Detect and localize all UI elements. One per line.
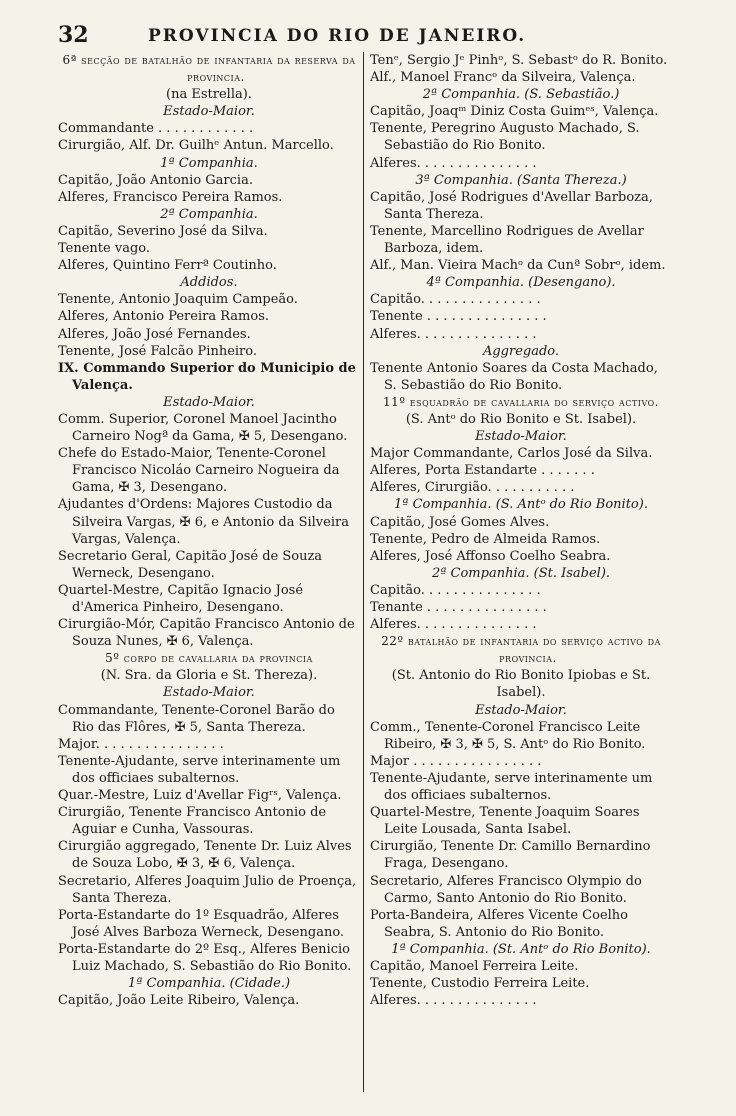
text-entry: Capitão, Joaqᵐ Diniz Costa Guimᵉˢ, Valença. (370, 104, 659, 120)
text-entry: 22º batalhão de infantaria do serviço activo da provincia. (381, 634, 661, 666)
text-entry: Capitão, João Leite Ribeiro, Valença. (58, 993, 300, 1009)
right-column (370, 52, 672, 1009)
page-number: 32 (58, 22, 89, 48)
text-entry: Capitão, José Rodrigues d'Avellar Barboza, Santa Thereza. (370, 189, 653, 222)
text-entry: Tenente-Ajudante, serve interinamente um dos officiaes subalternos. (370, 770, 653, 804)
text-entry: Alferes, Porta Estandarte . . . . . . . (370, 463, 595, 479)
text-entry: 2ª Companhia. (160, 206, 258, 222)
text-entry: Estado-Maior. (475, 429, 567, 445)
text-entry: Estado-Maior. (163, 685, 255, 701)
text-entry: Alferes. . . . . . . . . . . . . . . (370, 993, 537, 1009)
text-entry: Quartel-Mestre, Capitão Ignacio José d'America Pinheiro, Desengano. (58, 582, 304, 615)
text-entry: Quar.-Mestre, Luiz d'Avellar Figʳˢ, Valença. (58, 788, 342, 804)
running-title: PROVINCIA DO RIO DE JANEIRO. (148, 26, 527, 46)
text-entry: Tenente, Pedro de Almeida Ramos. (370, 531, 601, 547)
text-entry: Comm. Superior, Coronel Manoel Jacintho Carneiro Nogª da Gama, ✠ 5, Desengano. (58, 411, 348, 445)
text-entry: 11º esquadrão de cavallaria do serviço activo. (383, 394, 659, 409)
text-entry: Cirurgião, Tenente Dr. Camillo Bernardino Fraga, Desengano. (370, 839, 651, 872)
text-entry: Porta-Estandarte do 1º Esquadrão, Alferes José Alves Barboza Werneck, Desengano. (58, 907, 345, 940)
text-entry: Alferes, Cirurgião. . . . . . . . . . . (370, 480, 575, 496)
text-entry: Capitão, Manoel Ferreira Leite. (370, 958, 579, 974)
text-entry: Alferes, Antonio Pereira Ramos. (58, 309, 270, 325)
text-entry: 1ª Companhia. (Cidade.) (127, 976, 291, 992)
text-entry: Porta-Estandarte do 2º Esq., Alferes Benicio Luiz Machado, S. Sebastião do Rio Bonito. (58, 941, 352, 974)
text-entry: Tenente vago. (58, 241, 150, 257)
text-entry: Alferes. . . . . . . . . . . . . . . (370, 617, 537, 633)
text-entry: Secretario, Alferes Francisco Olympio do Carmo, Santo Antonio do Rio Bonito. (370, 873, 642, 906)
text-entry: Tenente-Ajudante, serve interinamente um dos officiaes subalternos. (58, 753, 341, 786)
text-entry: 1ª Companhia. (160, 155, 258, 171)
text-entry: Tenᵉ, Sergio Jᵉ Pinhᵒ, S. Sebastᵒ do R. Bonito. (370, 53, 668, 68)
text-entry: (S. Antᵒ do Rio Bonito e St. Isabel). (405, 411, 637, 427)
text-entry: Cirurgião, Alf. Dr. Guilhᵉ Antun. Marcello. (58, 138, 334, 154)
text-entry: Tenente, Custodio Ferreira Leite. (370, 976, 590, 992)
left-column (58, 52, 360, 1009)
text-entry: Aggregado. (482, 343, 560, 359)
text-entry: Alf., Man. Vieira Machᵒ da Cunª Sobrᵒ, idem. (370, 258, 666, 274)
text-entry: Major. . . . . . . . . . . . . . . . (58, 736, 224, 752)
column-divider (363, 52, 364, 1092)
text-entry: Secretario, Alferes Joaquim Julio de Proença, Santa Thereza. (58, 873, 357, 906)
text-entry: Capitão, Severino José da Silva. (58, 223, 268, 239)
text-entry: Alferes. . . . . . . . . . . . . . . (370, 155, 537, 171)
text-entry: Secretario Geral, Capitão José de Souza Werneck, Desengano. (58, 548, 323, 581)
text-entry: Tenente Antonio Soares da Costa Machado, S. Sebastião do Rio Bonito. (370, 360, 658, 393)
text-entry: Addidos. (180, 275, 238, 291)
text-entry: 3ª Companhia. (Santa Thereza.) (415, 172, 627, 188)
text-entry: 1ª Companhia. (S. Antᵒ do Rio Bonito). (394, 497, 648, 513)
text-entry: Cirurgião, Tenente Francisco Antonio de Aguiar e Cunha, Vassouras. (58, 805, 327, 838)
text-entry: Major . . . . . . . . . . . . . . . . (370, 753, 542, 769)
text-entry: Estado-Maior. (475, 702, 567, 718)
text-entry: Tenente, Marcellino Rodrigues de Avellar Barboza, idem. (370, 223, 644, 257)
text-entry: Alferes, José Affonso Coelho Seabra. (370, 548, 611, 564)
text-entry: Capitão, José Gomes Alves. (370, 514, 550, 530)
text-entry: 2ª Companhia. (S. Sebastião.) (422, 87, 620, 103)
text-entry: Tenente, Peregrino Augusto Machado, S. Sebastião do Rio Bonito. (370, 121, 640, 154)
text-entry: Tenente, José Falcão Pinheiro. (58, 343, 257, 359)
text-entry: Tenante . . . . . . . . . . . . . . . (370, 600, 547, 615)
text-entry: Ajudantes d'Ordens: Majores Custodio da Silveira Vargas, ✠ 6, e Antonio da Silveira Vargas, Valença. (58, 497, 349, 547)
text-entry: 5º corpo de cavallaria da provincia (105, 651, 313, 666)
text-entry: (N. Sra. da Gloria e St. Thereza). (100, 668, 318, 684)
text-entry: Quartel-Mestre, Tenente Joaquim Soares Leite Lousada, Santa Isabel. (370, 805, 640, 838)
text-entry: IX. Commando Superior do Municipio de Valença. (58, 360, 356, 393)
text-entry: 6ª secção de batalhão de infantaria da reserva da provincia. (62, 53, 356, 85)
text-entry: Comm., Tenente-Coronel Francisco Leite Ribeiro, ✠ 3, ✠ 5, S. Antᵒ do Rio Bonito. (370, 719, 646, 752)
text-entry: Capitão. . . . . . . . . . . . . . . (370, 582, 541, 598)
text-entry: Commandante, Tenente-Coronel Barão do Rio das Flôres, ✠ 5, Santa Thereza. (58, 702, 335, 735)
text-entry: 1ª Companhia. (St. Antᵒ do Rio Bonito). (391, 941, 651, 957)
text-entry: (na Estrella). (166, 87, 252, 103)
text-entry: Alf., Manoel Francᵒ da Silveira, Valença. (370, 70, 636, 86)
page-header (58, 22, 678, 52)
text-entry: Estado-Maior. (163, 394, 255, 410)
text-entry: Tenente . . . . . . . . . . . . . . . (370, 309, 547, 325)
text-entry: Estado-Maior. (163, 104, 255, 120)
text-entry: Porta-Bandeira, Alferes Vicente Coelho Seabra, S. Antonio do Rio Bonito. (370, 907, 629, 940)
text-entry: Alferes, Francisco Pereira Ramos. (58, 189, 283, 205)
text-entry: 2ª Companhia. (St. Isabel). (431, 565, 611, 581)
text-entry: 4ª Companhia. (Desengano). (426, 275, 616, 291)
text-entry: Tenente, Antonio Joaquim Campeão. (58, 292, 298, 308)
text-entry: Alferes, João José Fernandes. (58, 326, 251, 342)
text-entry: Capitão, João Antonio Garcia. (58, 172, 253, 188)
text-entry: Cirurgião-Mór, Capitão Francisco Antonio de Souza Nunes, ✠ 6, Valença. (58, 617, 355, 650)
text-entry: Chefe do Estado-Maior, Tenente-Coronel Francisco Nicoláo Carneiro Nogueira da Gama, ✠ 3, Desengano. (58, 446, 340, 496)
text-entry: Commandante . . . . . . . . . . . . (58, 121, 254, 137)
text-entry: Cirurgião aggregado, Tenente Dr. Luiz Alves de Souza Lobo, ✠ 3, ✠ 6, Valença. (58, 839, 352, 872)
text-entry: Alferes, Quintino Ferrª Coutinho. (58, 258, 277, 274)
text-entry: Capitão. . . . . . . . . . . . . . . (370, 292, 541, 308)
text-entry: (St. Antonio do Rio Bonito Ipiobas e St. Isabel). (391, 668, 651, 701)
text-entry: Alferes. . . . . . . . . . . . . . . (370, 326, 537, 342)
text-entry: Major Commandante, Carlos José da Silva. (370, 446, 653, 462)
